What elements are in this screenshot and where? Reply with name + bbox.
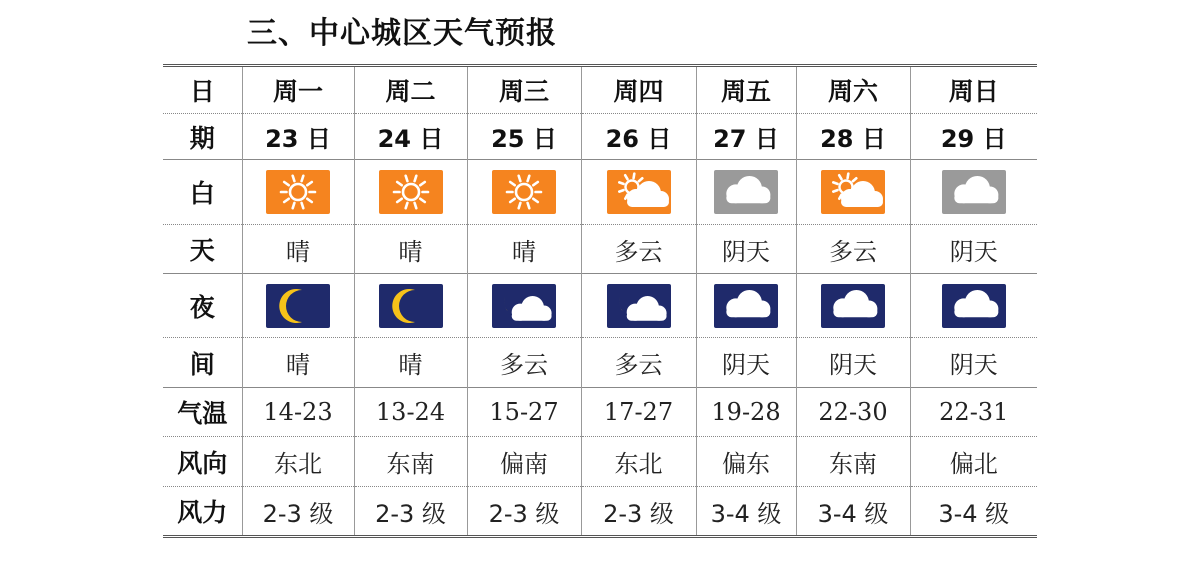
wind-force-cell: 3-4 级 <box>910 487 1037 537</box>
wind-force-row <box>163 487 1037 537</box>
night-icon-cell <box>354 274 467 338</box>
day-icon-cell <box>910 160 1037 225</box>
day-icon-cell <box>581 160 696 225</box>
weekday-cell: 周日 <box>910 66 1037 114</box>
wind-force-cell: 2-3 级 <box>354 487 467 537</box>
row-label-date-top: 日 <box>189 77 215 106</box>
temperature-cell: 15-27 <box>467 388 581 437</box>
day-icon-cell <box>696 160 796 225</box>
day-condition-cell: 阴天 <box>696 225 796 274</box>
day-icon-cell <box>354 160 467 225</box>
day-condition-cell: 晴 <box>467 225 581 274</box>
row-label-wind-force: 风力 <box>163 487 242 537</box>
overcast-day-icon <box>942 170 1006 214</box>
date-cell: 25 日 <box>467 114 581 160</box>
wind-direction-cell: 东北 <box>242 437 354 487</box>
wind-force-cell: 3-4 级 <box>796 487 910 537</box>
wind-force-cell: 3-4 级 <box>696 487 796 537</box>
wind-force-cell: 2-3 级 <box>581 487 696 537</box>
night-condition-cell: 阴天 <box>796 338 910 388</box>
temperature-cell: 14-23 <box>242 388 354 437</box>
wind-force-cell: 2-3 级 <box>242 487 354 537</box>
row-label-date-bottom: 期 <box>163 114 242 160</box>
moon-icon <box>266 284 330 328</box>
temperature-cell: 22-30 <box>796 388 910 437</box>
row-label-day-top: 白 <box>163 160 242 225</box>
moon-icon <box>379 284 443 328</box>
night-icon-cell <box>242 274 354 338</box>
weekday-cell: 周五 <box>696 66 796 114</box>
sun-cloud-icon <box>821 170 885 214</box>
date-cell: 29 日 <box>910 114 1037 160</box>
night-text-row <box>163 338 1037 388</box>
day-icon-row <box>163 160 1037 225</box>
date-cell: 26 日 <box>581 114 696 160</box>
day-text-row <box>163 225 1037 274</box>
row-label-wind-dir: 风向 <box>163 437 242 487</box>
night-icon-cell <box>696 274 796 338</box>
row-label-night-bottom: 间 <box>163 338 242 388</box>
row-label-day-bottom: 天 <box>163 225 242 274</box>
day-condition-cell: 多云 <box>581 225 696 274</box>
date-cell: 23 日 <box>242 114 354 160</box>
row-label-night-top: 夜 <box>163 274 242 338</box>
day-icon-cell <box>467 160 581 225</box>
overcast-night-icon <box>821 284 885 328</box>
overcast-night-icon <box>942 284 1006 328</box>
sunny-icon <box>492 170 556 214</box>
forecast-table <box>163 64 1037 538</box>
temperature-cell: 19-28 <box>696 388 796 437</box>
page-title: 三、中心城区天气预报 <box>247 16 557 51</box>
sun-cloud-icon <box>607 170 671 214</box>
day-condition-cell: 阴天 <box>910 225 1037 274</box>
temperature-cell: 17-27 <box>581 388 696 437</box>
weekday-cell: 周一 <box>242 66 354 114</box>
day-condition-cell: 晴 <box>354 225 467 274</box>
date-row <box>163 114 1037 160</box>
wind-direction-cell: 东南 <box>354 437 467 487</box>
overcast-day-icon <box>714 170 778 214</box>
night-icon-row <box>163 274 1037 338</box>
weekday-cell: 周四 <box>581 66 696 114</box>
date-cell: 28 日 <box>796 114 910 160</box>
row-label-temp: 气温 <box>163 388 242 437</box>
weekday-cell: 周六 <box>796 66 910 114</box>
night-icon-cell <box>910 274 1037 338</box>
night-condition-cell: 多云 <box>467 338 581 388</box>
night-condition-cell: 晴 <box>354 338 467 388</box>
wind-direction-cell: 偏东 <box>696 437 796 487</box>
day-condition-cell: 多云 <box>796 225 910 274</box>
weekday-cell: 周三 <box>467 66 581 114</box>
wind-direction-cell: 偏北 <box>910 437 1037 487</box>
night-condition-cell: 阴天 <box>910 338 1037 388</box>
night-icon-cell <box>581 274 696 338</box>
night-icon-cell <box>796 274 910 338</box>
day-icon-cell <box>242 160 354 225</box>
temp-row <box>163 388 1037 437</box>
weekday-cell: 周二 <box>354 66 467 114</box>
night-condition-cell: 阴天 <box>696 338 796 388</box>
night-icon-cell <box>467 274 581 338</box>
day-icon-cell <box>796 160 910 225</box>
date-cell: 27 日 <box>696 114 796 160</box>
overcast-night-icon <box>714 284 778 328</box>
temperature-cell: 13-24 <box>354 388 467 437</box>
date-cell: 24 日 <box>354 114 467 160</box>
day-condition-cell: 晴 <box>242 225 354 274</box>
night-condition-cell: 多云 <box>581 338 696 388</box>
sunny-icon <box>379 170 443 214</box>
moon-cloud-icon <box>492 284 556 328</box>
night-condition-cell: 晴 <box>242 338 354 388</box>
wind-direction-cell: 东南 <box>796 437 910 487</box>
sunny-icon <box>266 170 330 214</box>
weekday-row <box>163 66 1037 114</box>
wind-force-cell: 2-3 级 <box>467 487 581 537</box>
temperature-cell: 22-31 <box>910 388 1037 437</box>
moon-cloud-icon <box>607 284 671 328</box>
wind-direction-cell: 偏南 <box>467 437 581 487</box>
wind-direction-cell: 东北 <box>581 437 696 487</box>
wind-dir-row <box>163 437 1037 487</box>
